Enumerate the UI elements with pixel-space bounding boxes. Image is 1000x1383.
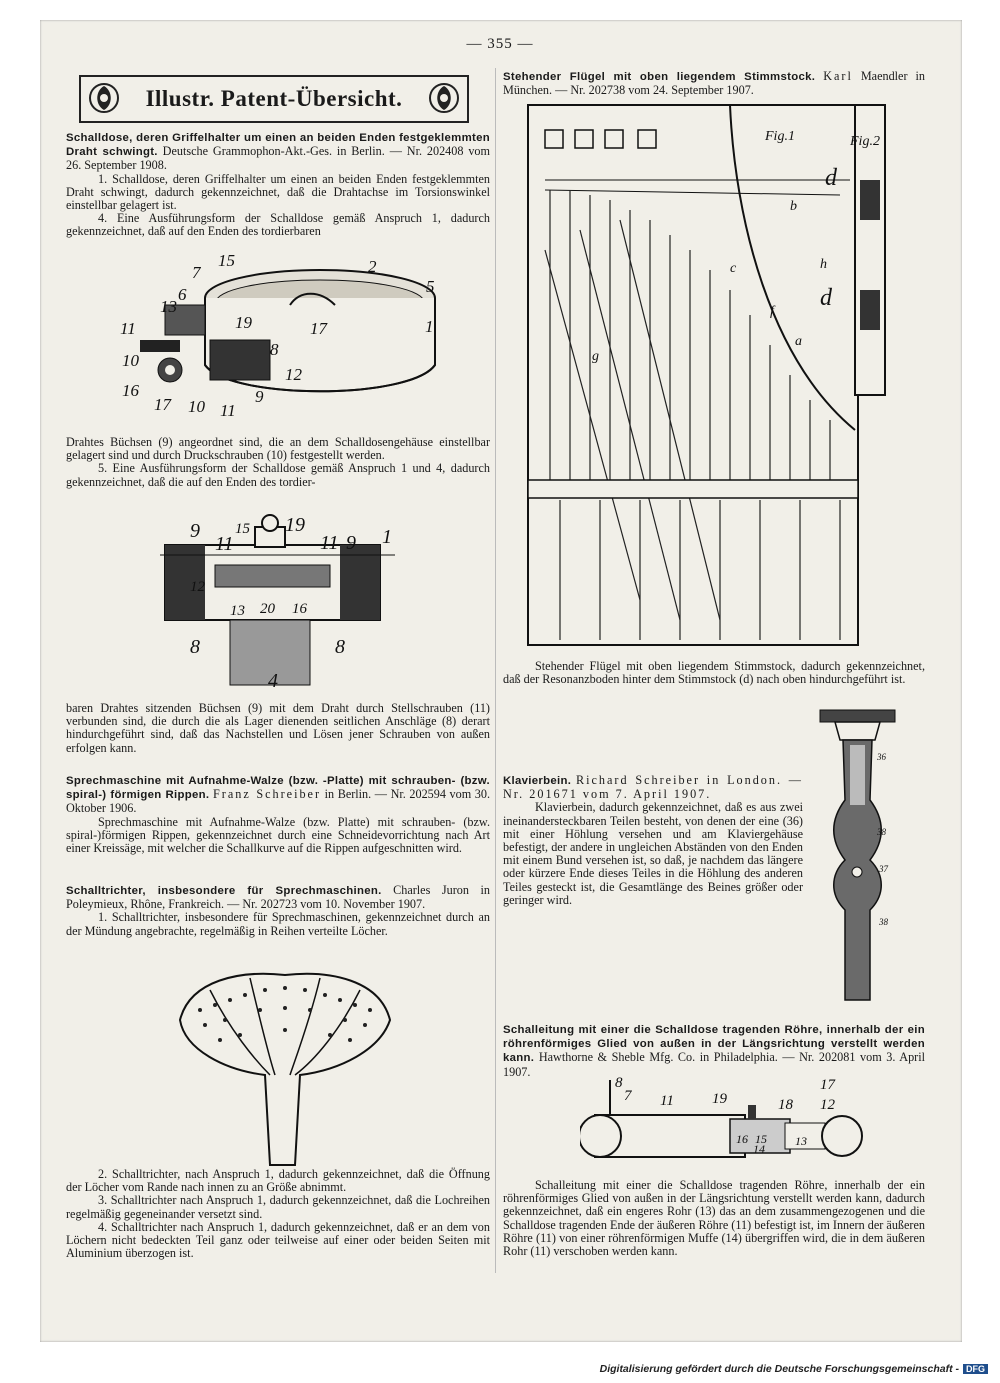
svg-text:a: a — [795, 334, 802, 349]
svg-text:16: 16 — [122, 381, 139, 400]
svg-text:15: 15 — [218, 251, 235, 270]
article-title: Sprechmaschine mit Aufnahme-Walze (bzw. -Platte) mit schrauben- (bzw. spiral-) förmigen Rippen. — [66, 775, 490, 802]
paragraph: 1. Schalldose, deren Griffelhalter um einen an beiden Enden festgeklemmten Draht schwingt, dadurch gekennzeichnet, daß die Drahtachse im Torsionswinkel einstellbar gelagert ist. — [66, 171, 490, 213]
svg-text:17: 17 — [820, 1077, 835, 1093]
article-title: Schalleitung mit einer die Schalldose tragenden Röhre, innerhalb der ein röhrenförmiges Glied von außen in der Längsrichtung verstellt werden kann. — [503, 1024, 925, 1065]
svg-text:38: 38 — [879, 917, 888, 927]
article-owner: Maendler in München. — Nr. 202738 vom 24. September 1907. — [503, 69, 925, 98]
svg-text:11: 11 — [215, 533, 234, 555]
svg-text:10: 10 — [188, 397, 205, 416]
article-schalldose-end — [66, 702, 490, 755]
ornament-left-icon — [87, 81, 121, 115]
svg-text:15: 15 — [755, 1132, 767, 1146]
ornament-right-icon — [427, 81, 461, 115]
paragraph: 3. Schalltrichter nach Anspruch 1, dadurch gekennzeichnet, daß die Lochreihen regelmäßig gegeneinander versetzt sind. — [66, 1193, 490, 1221]
article-owner: Richard Schreiber in London. — Nr. 201671 vom 7. April 1907. — [503, 773, 803, 802]
horn-figure — [170, 970, 400, 1170]
article-klavierbein — [503, 774, 803, 907]
dfg-logo: DFG — [963, 1364, 988, 1374]
svg-text:7: 7 — [624, 1088, 632, 1104]
svg-text:38: 38 — [877, 827, 886, 837]
paragraph: 4. Schalltrichter nach Anspruch 1, dadurch gekennzeichnet, daß er an dem von Löchern nicht bedeckten Teil ganz oder teilweise auf einer oder beiden Seiten mit Aluminium überzogen ist. — [66, 1219, 490, 1261]
svg-text:12: 12 — [190, 579, 205, 595]
svg-text:8: 8 — [270, 340, 279, 359]
article-fluegel-claim — [503, 660, 925, 686]
svg-text:20: 20 — [260, 601, 275, 617]
paragraph: Schalleitung mit einer die Schalldose tragenden Röhre, innerhalb der ein röhrenförmiges Glied von außen in der Längsrichtung verstellt werden kann, dadurch gekennzeichnet, daß ein engeres Rohr (13) das an dem zusammengezogenen und die Schalldose tragenden Ende der äußeren Röhre (11) befestigt ist, im Innern der äußeren Röhre (11) von einer röhrenförmigen Muffe (14) übergriffen wird, die in dem äußeren Rohr (11) verschoben werden kann. — [503, 1178, 925, 1259]
svg-text:37: 37 — [879, 864, 888, 874]
svg-text:Fig.1: Fig.1 — [765, 129, 795, 144]
svg-text:17: 17 — [154, 395, 171, 414]
article-title: Stehender Flügel mit oben liegendem Stimmstock. — [503, 71, 816, 83]
svg-text:11: 11 — [220, 401, 236, 420]
article-owner: Hawthorne & Sheble Mfg. Co. in Philadelphia. — Nr. 202081 vom 3. April 1907. — [503, 1050, 926, 1079]
svg-text:11: 11 — [660, 1093, 674, 1109]
article-title: Klavierbein. — [503, 775, 572, 787]
article-schalldose-claims — [66, 436, 490, 489]
article-fluegel — [503, 70, 925, 97]
svg-text:19: 19 — [712, 1091, 727, 1107]
svg-text:6: 6 — [178, 285, 187, 304]
svg-text:1: 1 — [425, 317, 434, 336]
svg-text:Fig.2: Fig.2 — [850, 134, 880, 149]
svg-text:9: 9 — [346, 532, 356, 554]
svg-text:d: d — [825, 165, 837, 191]
svg-text:f: f — [770, 304, 774, 319]
svg-text:16: 16 — [292, 601, 307, 617]
svg-text:18: 18 — [778, 1097, 793, 1113]
article-sprechmaschine — [66, 774, 490, 855]
svg-text:h: h — [820, 257, 827, 272]
article-title: Schalldose, deren Griffelhalter um einen an beiden Enden festgeklemmten Draht schwingt. — [66, 132, 490, 159]
svg-text:11: 11 — [120, 319, 136, 338]
svg-text:5: 5 — [426, 277, 435, 296]
svg-text:13: 13 — [230, 603, 245, 619]
article-schalltrichter — [66, 884, 490, 938]
svg-text:8: 8 — [615, 1075, 623, 1091]
svg-text:4: 4 — [268, 670, 278, 690]
svg-text:9: 9 — [190, 520, 200, 542]
article-schalleitung-claim — [503, 1179, 925, 1258]
svg-text:1: 1 — [382, 526, 392, 548]
paragraph: 2. Schalltrichter, nach Anspruch 1, dadurch gekennzeichnet, daß die Öffnung der Löcher vom Rande nach innen zu an Größe abnimmt. — [66, 1167, 490, 1195]
svg-text:13: 13 — [160, 297, 177, 316]
section-banner — [79, 75, 469, 123]
svg-text:10: 10 — [122, 351, 139, 370]
page-number: — 355 — — [466, 36, 534, 52]
svg-text:19: 19 — [235, 313, 252, 332]
paragraph: Drahtes Büchsen (9) angeordnet sind, die an dem Schalldosengehäuse einstellbar gelagert sind und durch Druckschrauben (10) festgestellt werden. — [66, 435, 490, 463]
svg-text:7: 7 — [192, 263, 201, 282]
svg-text:12: 12 — [285, 365, 302, 384]
banner-title: Illustr. Patent-Übersicht. — [145, 86, 403, 111]
article-schalleitung — [503, 1023, 925, 1079]
article-owner-name: Karl — [823, 69, 853, 83]
svg-text:8: 8 — [190, 636, 200, 658]
soundbox-perspective-figure — [110, 250, 450, 420]
article-owner: in Berlin. — Nr. 202594 vom 30. Oktober 1906. — [66, 787, 491, 816]
piano-frame-figure — [520, 100, 920, 652]
svg-text:36: 36 — [877, 752, 886, 762]
article-title: Schalltrichter, insbesondere für Sprechmaschinen. — [66, 885, 382, 897]
article-schalldose-intro — [66, 131, 490, 239]
article-owner-name: Franz Schreiber — [212, 787, 322, 802]
svg-text:14: 14 — [753, 1142, 765, 1156]
svg-text:b: b — [790, 199, 797, 214]
article-owner: Charles Juron in Poleymieux, Rhône, Frankreich. — Nr. 202723 vom 10. November 1907. — [66, 883, 490, 912]
svg-text:8: 8 — [335, 636, 345, 658]
svg-text:12: 12 — [820, 1097, 835, 1113]
article-schalltrichter-claims — [66, 1168, 490, 1260]
footer-credit — [600, 1363, 988, 1375]
footer-text: Digitalisierung gefördert durch die Deutsche Forschungsgemeinschaft - — [599, 1363, 959, 1375]
column-divider — [495, 68, 496, 1273]
paragraph: Klavierbein, dadurch gekennzeichnet, daß es aus zwei ineinandersteckbaren Teilen besteht, von denen der eine (36) mit einer Höhlung versehen und am Klaviergehäuse befestigt, der andere in ungleichen Abständen von den Enden mit einem Bund versehen ist, so daß, je nachdem das längere oder kürzere Ende dieses Teiles in die Höhlung des anderen Teiles gesteckt ist, die Gesamtlänge des Beines größer oder geringer wird. — [503, 800, 803, 907]
svg-text:c: c — [730, 261, 737, 276]
svg-text:g: g — [592, 349, 599, 364]
svg-text:19: 19 — [285, 514, 305, 536]
svg-text:11: 11 — [320, 532, 339, 554]
paragraph: Stehender Flügel mit oben liegendem Stimmstock, dadurch gekennzeichnet, daß der Resonanzboden hinter dem Stimmstock (d) nach oben hindurchgeführt ist. — [503, 659, 925, 687]
svg-text:13: 13 — [795, 1134, 807, 1148]
svg-text:15: 15 — [235, 521, 250, 537]
svg-text:d: d — [820, 285, 832, 311]
article-owner: Deutsche Grammophon-Akt.-Ges. in Berlin. — Nr. 202408 vom 26. September 1908. — [66, 144, 490, 173]
soundbox-section-figure — [160, 505, 415, 690]
paragraph: 4. Eine Ausführungsform der Schalldose gemäß Anspruch 1, dadurch gekennzeichnet, daß auf den Enden des tordierbaren — [66, 211, 490, 239]
paragraph: 5. Eine Ausführungsform der Schalldose gemäß Anspruch 1 und 4, dadurch gekennzeichnet, daß die auf den Enden des tordier- — [66, 461, 490, 489]
svg-text:17: 17 — [310, 319, 327, 338]
paragraph: baren Drahtes sitzenden Büchsen (9) mit dem Draht durch Stellschrauben (11) verbunden sind, die durch die als Lager dienenden seitlichen Anschläge (8) derart hindurchgeführt sind, daß das Nachstellen und Lösen jener Schrauben von außen erfolgen kann. — [66, 701, 490, 755]
piano-leg-figure — [815, 700, 905, 1018]
paragraph: 1. Schalltrichter, insbesondere für Sprechmaschinen, gekennzeichnet durch an der Mündung angebrachte, regelmäßig in Reihen verteilte Löcher. — [66, 910, 490, 938]
svg-text:9: 9 — [255, 387, 264, 406]
sound-tube-figure — [580, 1075, 870, 1175]
svg-text:16: 16 — [736, 1132, 748, 1146]
paragraph: Sprechmaschine mit Aufnahme-Walze (bzw. Platte) mit schrauben- (bzw. spiral-)förmigen Rippen, gekennzeichnet durch eine Schneidevorrichtung nach Art einer Kreissäge, mit welcher die Schallkurve auf die Rippen aufgeschnitten wird. — [66, 814, 490, 856]
svg-text:2: 2 — [368, 257, 377, 276]
